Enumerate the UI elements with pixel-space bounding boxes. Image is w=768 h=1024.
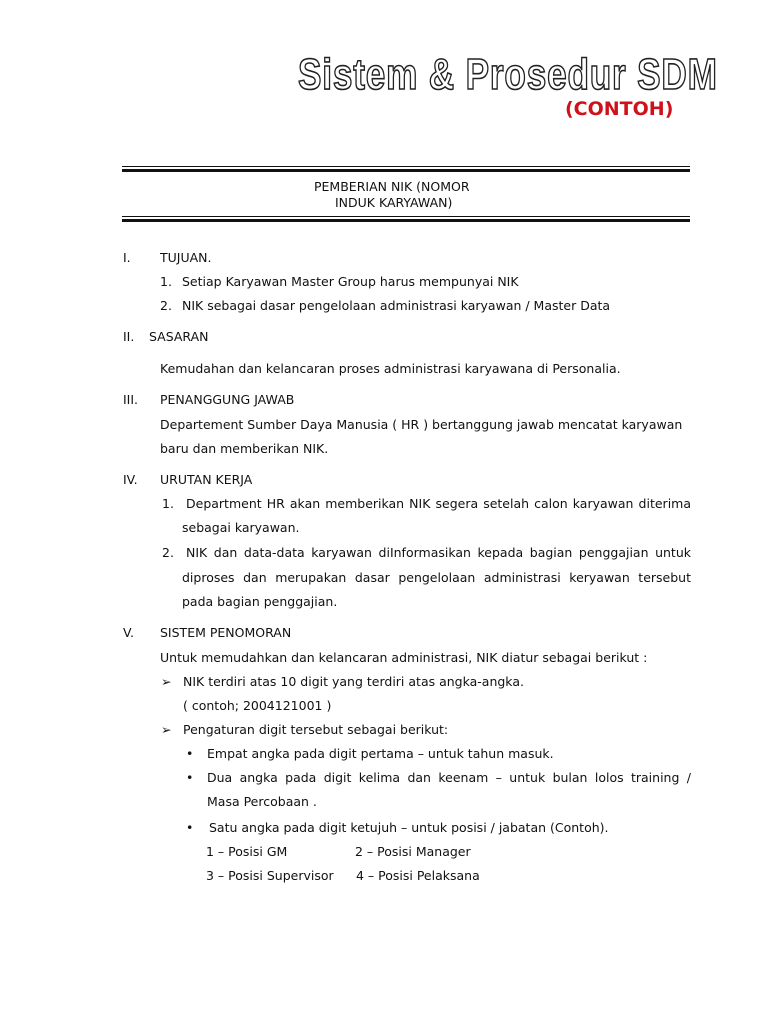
section-number: III. [123, 392, 139, 407]
list-number: 2. [162, 545, 174, 560]
top-rule [122, 166, 690, 172]
arrow-bullet-icon: ➢ [161, 674, 172, 689]
position-code: 2 – Posisi Manager [355, 844, 471, 859]
list-item: Satu angka pada digit ketujuh – untuk posisi / jabatan (Contoh). [209, 820, 609, 835]
paragraph: Kemudahan dan kelancaran proses administrasi karyawana di Personalia. [160, 361, 621, 376]
header-subtitle: (CONTOH) [565, 98, 674, 120]
list-item: pada bagian penggajian. [182, 594, 338, 609]
arrow-bullet-icon: ➢ [161, 722, 172, 737]
list-item: NIK terdiri atas 10 digit yang terdiri atas angka-angka. [183, 674, 524, 689]
list-item: Department HR akan memberikan NIK segera setelah calon karyawan diterima [186, 496, 691, 511]
paragraph: baru dan memberikan NIK. [160, 441, 329, 456]
list-item: NIK sebagai dasar pengelolaan administrasi karyawan / Master Data [182, 298, 611, 313]
section-number: I. [123, 250, 131, 265]
paragraph: Departement Sumber Daya Manusia ( HR ) bertanggung jawab mencatat karyawan [160, 417, 683, 432]
section-title: SASARAN [149, 329, 209, 344]
section-title: SISTEM PENOMORAN [160, 625, 292, 640]
list-item: Empat angka pada digit pertama – untuk tahun masuk. [207, 746, 554, 761]
position-code: 3 – Posisi Supervisor [206, 868, 334, 883]
list-item: Pengaturan digit tersebut sebagai berikut: [183, 722, 449, 737]
section-title: URUTAN KERJA [160, 472, 253, 487]
section-number: IV. [123, 472, 138, 487]
list-number: 2. [160, 298, 172, 313]
section-number: II. [123, 329, 135, 344]
doc-title-line2: INDUK KARYAWAN) [335, 195, 453, 210]
bullet-icon: • [186, 820, 194, 835]
section-number: V. [123, 625, 134, 640]
header-title: Sistem & Prosedur SDM [298, 50, 718, 99]
list-item: sebagai karyawan. [182, 520, 300, 535]
bullet-icon: • [186, 770, 194, 785]
list-number: 1. [160, 274, 172, 289]
list-item: Dua angka pada digit kelima dan keenam – untuk bulan lolos training / [207, 770, 691, 785]
section-title: TUJUAN. [160, 250, 212, 265]
list-item: ( contoh; 2004121001 ) [183, 698, 332, 713]
bottom-rule [122, 216, 690, 222]
bullet-icon: • [186, 746, 194, 761]
list-item: NIK dan data-data karyawan diInformasikan kepada bagian penggajian untuk [186, 545, 691, 560]
section-title: PENANGGUNG JAWAB [160, 392, 295, 407]
paragraph: Untuk memudahkan dan kelancaran administrasi, NIK diatur sebagai berikut : [160, 650, 648, 665]
position-code: 4 – Posisi Pelaksana [356, 868, 480, 883]
list-item: diproses dan merupakan dasar pengelolaan administrasi keryawan tersebut [182, 570, 691, 585]
position-code: 1 – Posisi GM [206, 844, 288, 859]
list-number: 1. [162, 496, 174, 511]
list-item: Masa Percobaan . [207, 794, 317, 809]
list-item: Setiap Karyawan Master Group harus mempunyai NIK [182, 274, 519, 289]
doc-title-line1: PEMBERIAN NIK (NOMOR [314, 179, 470, 194]
